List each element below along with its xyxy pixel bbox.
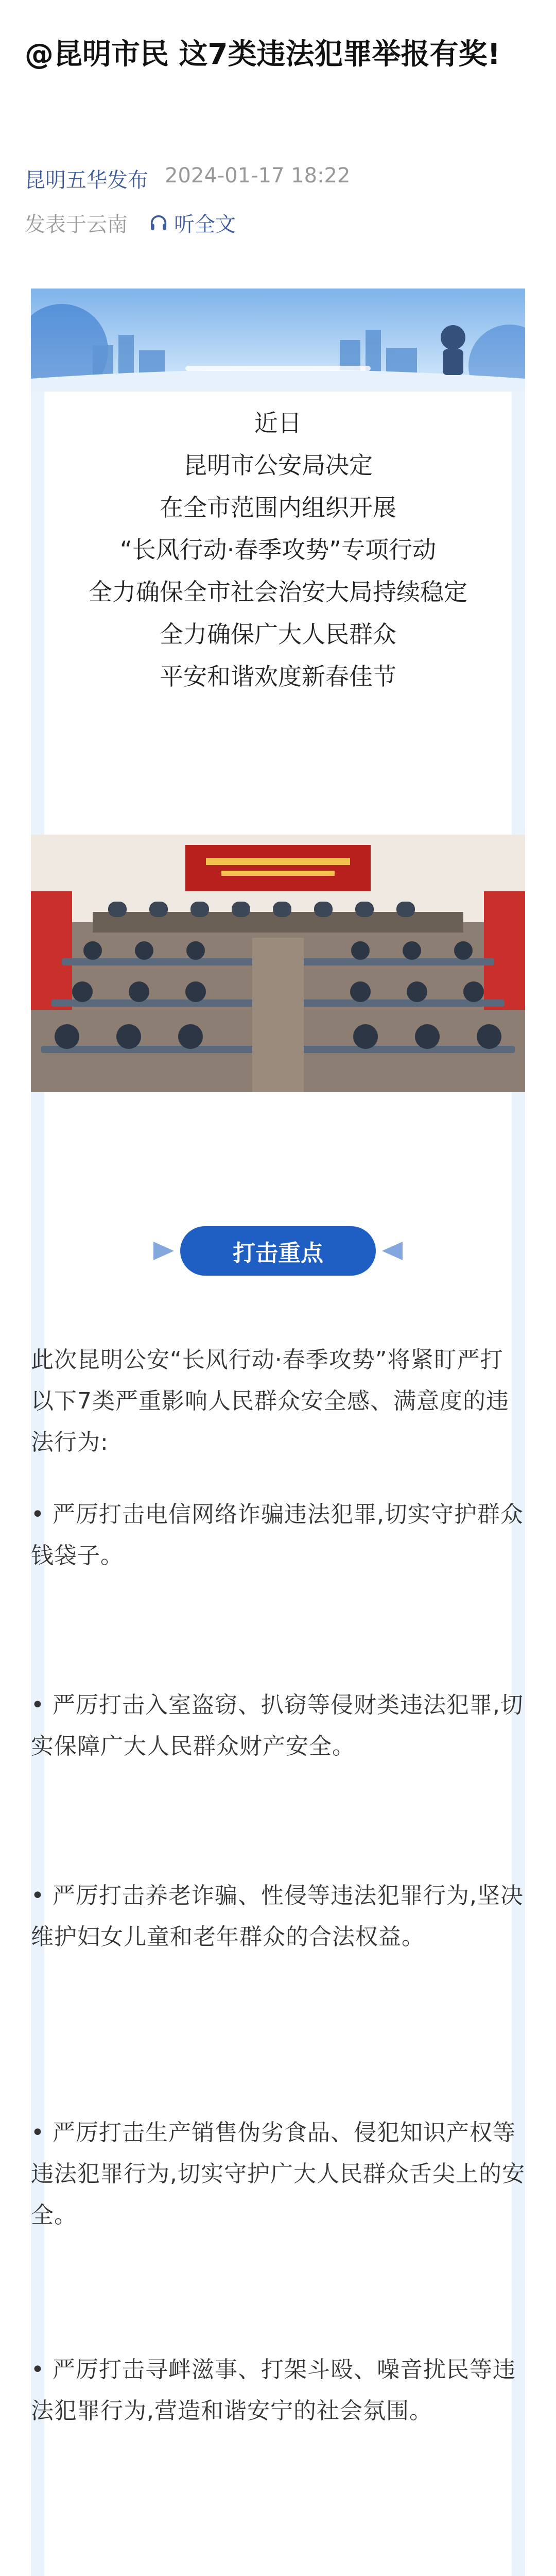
article-meta xyxy=(25,164,350,193)
body-item: • 严厉打击电信网络诈骗违法犯罪,切实守护群众钱袋子。 xyxy=(31,1501,524,1569)
header-banner-image xyxy=(31,289,525,392)
intro-line: 在全市范围内组织开展 xyxy=(160,494,396,521)
body-item: • 严厉打击寻衅滋事、打架斗殴、噪音扰民等违法犯罪行为,营造和谐安宁的社会氛围。 xyxy=(31,2357,516,2424)
article-meta-2 xyxy=(25,208,236,238)
body-item: • 严厉打击生产销售伪劣食品、侵犯知识产权等违法犯罪行为,切实守护广大人民群众舌尖上的安全。 xyxy=(31,2120,525,2228)
article-title: @昆明市民 这7类违法犯罪举报有奖! xyxy=(25,38,500,71)
publish-location: 发表于云南 xyxy=(25,213,128,236)
body-item: • 严厉打击入室盗窃、扒窃等侵财类违法犯罪,切实保障广大人民群众财产安全。 xyxy=(31,1692,524,1759)
intro-line: “长风行动·春季攻势”专项行动 xyxy=(119,536,437,564)
intro-line: 平安和谐欢度新春佳节 xyxy=(160,663,396,690)
meeting-photo xyxy=(31,835,525,1092)
account-name[interactable]: 昆明五华发布 xyxy=(25,168,148,192)
publish-datetime: 2024-01-17 18:22 xyxy=(165,164,351,188)
intro-line: 昆明市公安局决定 xyxy=(183,451,373,479)
body-lead: 此次昆明公安“长风行动·春季攻势”将紧盯严打以下7类严重影响人民群众安全感、满意度的违法行为: xyxy=(31,1347,509,1455)
intro-line: 近日 xyxy=(254,409,302,437)
intro-line: 全力确保广大人民群众 xyxy=(160,620,396,648)
listen-label: 听全文 xyxy=(174,213,236,236)
intro-text xyxy=(31,402,525,698)
section-badge-key-targets: 打击重点 xyxy=(180,1226,376,1276)
listen-button[interactable] xyxy=(148,208,236,238)
body-item: • 严厉打击养老诈骗、性侵等违法犯罪行为,坚决维护妇女儿童和老年群众的合法权益。 xyxy=(31,1883,524,1950)
headphones-icon xyxy=(148,213,169,233)
intro-line: 全力确保全市社会治安大局持续稳定 xyxy=(89,578,467,606)
